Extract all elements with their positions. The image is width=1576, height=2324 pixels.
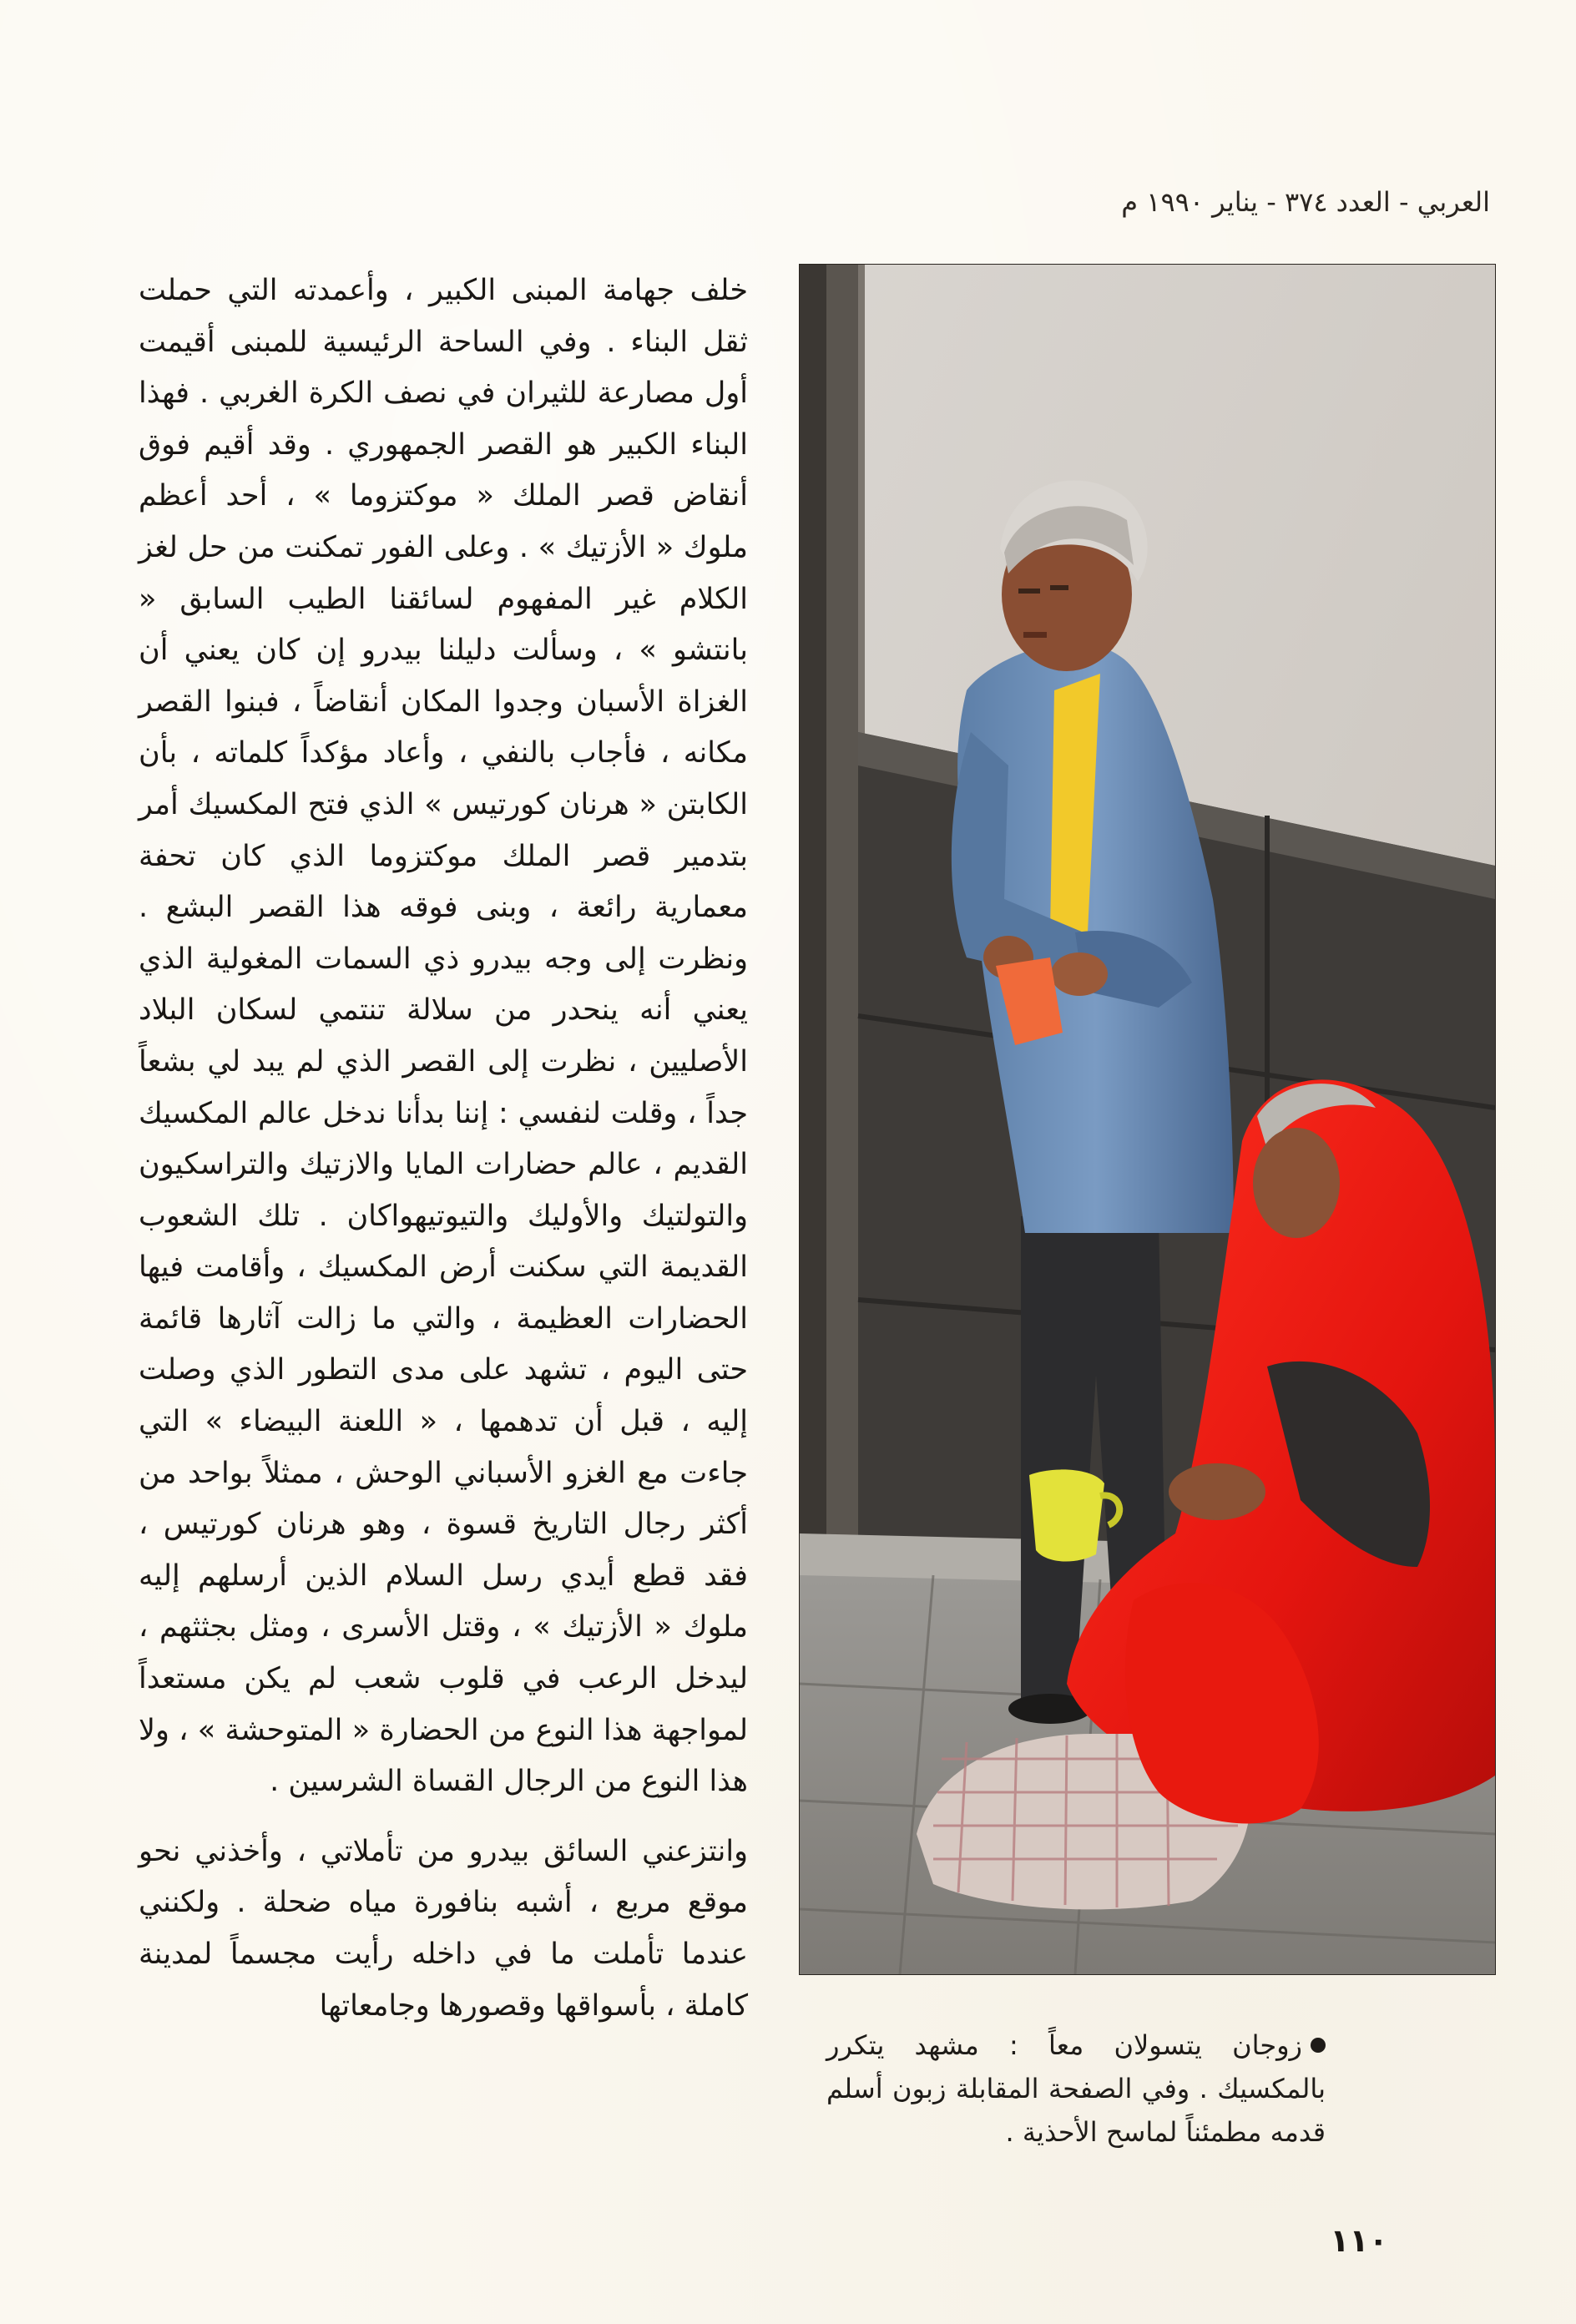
article-paragraph: خلف جهامة المبنى الكبير ، وأعمدته التي حملت ثقل البناء . وفي الساحة الرئيسية للمبنى أقيمت أول مصارعة للثيران في نصف الكرة الغربي . فهذا البناء الكبير هو القصر الجمهوري . وقد أقيم فوق أنقاض قصر الملك « موكتزوما » ، أحد أعظم ملوك « الأزتيك » . وعلى الفور تمكنت من حل لغز الكلام غير المفهوم لسائقنا الطيب السابق « بانتشو » ، وسألت دليلنا بيدرو إن كان يعني أن الغزاة الأسبان وجدوا المكان أنقاضاً ، فبنوا القصر مكانه ، فأجاب بالنفي ، وأعاد مؤكداً كلماته ، بأن الكابتن « هرنان كورتيس » الذي فتح المكسيك أمر بتدمير قصر الملك موكتزوما الذي كان تحفة معمارية رائعة ، وبنى فوقه هذا القصر البشع . ونظرت إلى وجه بيدرو ذي السمات المغولية الذي يعني أنه ينحدر من سلالة تنتمي لسكان البلاد الأصليين ، نظرت إلى القصر الذي لم يبد لي بشعاً جداً ، وقلت لنفسي : إننا بدأنا ندخل عالم المكسيك القديم ، عالم حضارات المايا والازتيك والتراسكيون والتولتيك والأوليك والتيوتيهواكان . تلك الشعوب القديمة التي سكنت أرض المكسيك ، وأقامت فيها الحضارات العظيمة ، والتي ما زالت آثارها قائمة حتى اليوم ، تشهد على مدى التطور الذي وصلت إليه ، قبل أن تدهمها ، « اللعنة البيضاء » التي جاءت مع الغزو الأسباني الوحش ، ممثلاً بواحد من أكثر رجال التاريخ قسوة ، وهو هرنان كورتيس ، فقد قطع أيدي رسل السلام الذين أرسلهم إليه ملوك « الأزتيك » ، وقتل الأسرى ، ومثل بجثثهم ، ليدخل الرعب في قلوب شعب لم يكن مستعداً لمواجهة هذا النوع من الحضارة « المتوحشة » ، ولا هذا النوع من الرجال القساة الشرسين . [139, 274, 748, 1799]
article-paragraph: وانتزعني السائق بيدرو من تأملاتي ، وأخذني نحو موقع مربع ، أشبه بنافورة مياه ضحلة . ولكنني عندما تأملت ما في داخله رأيت مجسماً لمدينة كاملة ، بأسواقها وقصورها وجامعاتها [139, 1834, 748, 2023]
photo-caption [826, 2023, 1326, 2154]
photo-beggar-couple [799, 264, 1496, 1975]
article-text-column [139, 265, 748, 2032]
caption-bullet-icon [1311, 2038, 1326, 2053]
running-head: العربي - العدد ٣٧٤ - يناير ١٩٩٠ م [1121, 186, 1490, 218]
photo-caption-text: زوجان يتسولان معاً : مشهد يتكرر بالمكسيك . وفي الصفحة المقابلة زبون أسلم قدمه مطمئناً لماسح الأحذية . [826, 2029, 1326, 2148]
page-number: ١١٠ [1330, 2222, 1388, 2259]
